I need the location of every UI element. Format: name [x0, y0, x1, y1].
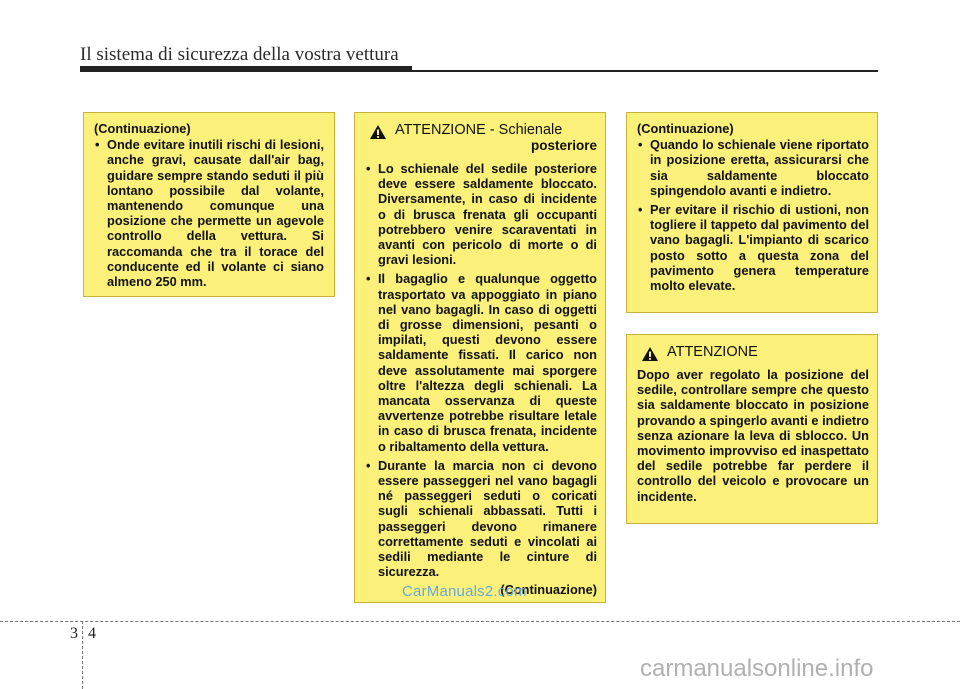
warning-box-seat-position: [626, 334, 878, 524]
list-item: • Durante la marcia non ci devono essere passeggeri nel vano bagagli né passeggeri seduti o coricati sugli schienali abbassati. Tutti i passeggeri devono rimanere correttamente seduti e vincolati ai sedili mediante le cinture di sicurezza.: [365, 458, 597, 580]
bullet-list: [637, 137, 869, 293]
note-box-continued-airbag: [83, 112, 335, 297]
continued-label: (Continuazione): [94, 121, 191, 136]
watermark-carmanuals2: CarManuals2.com: [402, 583, 527, 600]
footer-rule: [0, 621, 960, 622]
warning-triangle-icon: [369, 124, 387, 140]
warning-text: Dopo aver regolato la posizione del sedile, controllare sempre che questo sia saldamente bloccato in posizione provando a spingerlo avanti e indietro senza azionare la leva di sblocco. Un movimento improvviso ed inaspettato del sedile potrebbe far perdere il controllo del veicolo e provocare un incidente.: [637, 367, 869, 504]
warning-title: ATTENZIONE: [667, 344, 758, 360]
bullet-list: [365, 161, 597, 579]
note-box-continued-seatback: [626, 112, 878, 313]
list-item: • Onde evitare inutili rischi di lesioni, anche gravi, causate dall'air bag, guidare sempre stando seduti il più lontano possibile dal volante, mantenendo comunque una posizione che permette un agevole controllo della vettura. Si raccomanda che tra il torace del conducente ed il volante ci siano almeno 250 mm.: [94, 137, 324, 289]
list-item: • Lo schienale del sedile posteriore deve essere saldamente bloccato. Diversamente, in caso di incidente o di brusca frenata gli occupanti potrebbero venire scaraventati in avanti con pericolo di morte o di gravi lesioni.: [365, 161, 597, 267]
continued-footer: (Continuazione): [500, 582, 597, 598]
footer-vertical-rule: [82, 621, 83, 689]
continued-label: (Continuazione): [637, 121, 734, 136]
warning-title-sub: posteriore: [530, 138, 597, 153]
bullet-list: [94, 137, 324, 289]
warning-heading: [639, 345, 869, 362]
page-title: Il sistema di sicurezza della vostra vettura: [80, 44, 399, 65]
list-item: • Il bagaglio e qualunque oggetto trasportato va appoggiato in piano nel vano bagagli. In caso di oggetti di grosse dimensioni, pesanti o impilati, questi devono essere saldamente fissati. Il carico non deve assolutamente mai sporgere oltre l'altezza degli schienali. La mancata osservanza di queste avvertenze potrebbe risultare letale in caso di brusca frenata, incidente o ribaltamento della vettura.: [365, 271, 597, 453]
header-rule-thin: [412, 70, 878, 72]
warning-triangle-icon: [641, 346, 659, 362]
watermark-carmanualsonline: carmanualsonline.info: [640, 655, 874, 682]
header-rule-thick: [80, 66, 412, 72]
warning-box-rear-seatback: [354, 112, 606, 603]
list-item: • Quando lo schienale viene riportato in posizione eretta, assicurarsi che sia saldamente bloccato spingendolo avanti e indietro.: [637, 137, 869, 198]
warning-title: ATTENZIONE - Schienale: [395, 122, 563, 138]
warning-heading: [367, 123, 597, 153]
page-number: 4: [88, 625, 96, 642]
list-item: • Per evitare il rischio di ustioni, non togliere il tappeto dal pavimento del vano bagagli. L'impianto di scarico posto sotto a questa zona del pavimento genera temperature molto elevate.: [637, 202, 869, 293]
page-section-number: 3: [70, 625, 78, 642]
